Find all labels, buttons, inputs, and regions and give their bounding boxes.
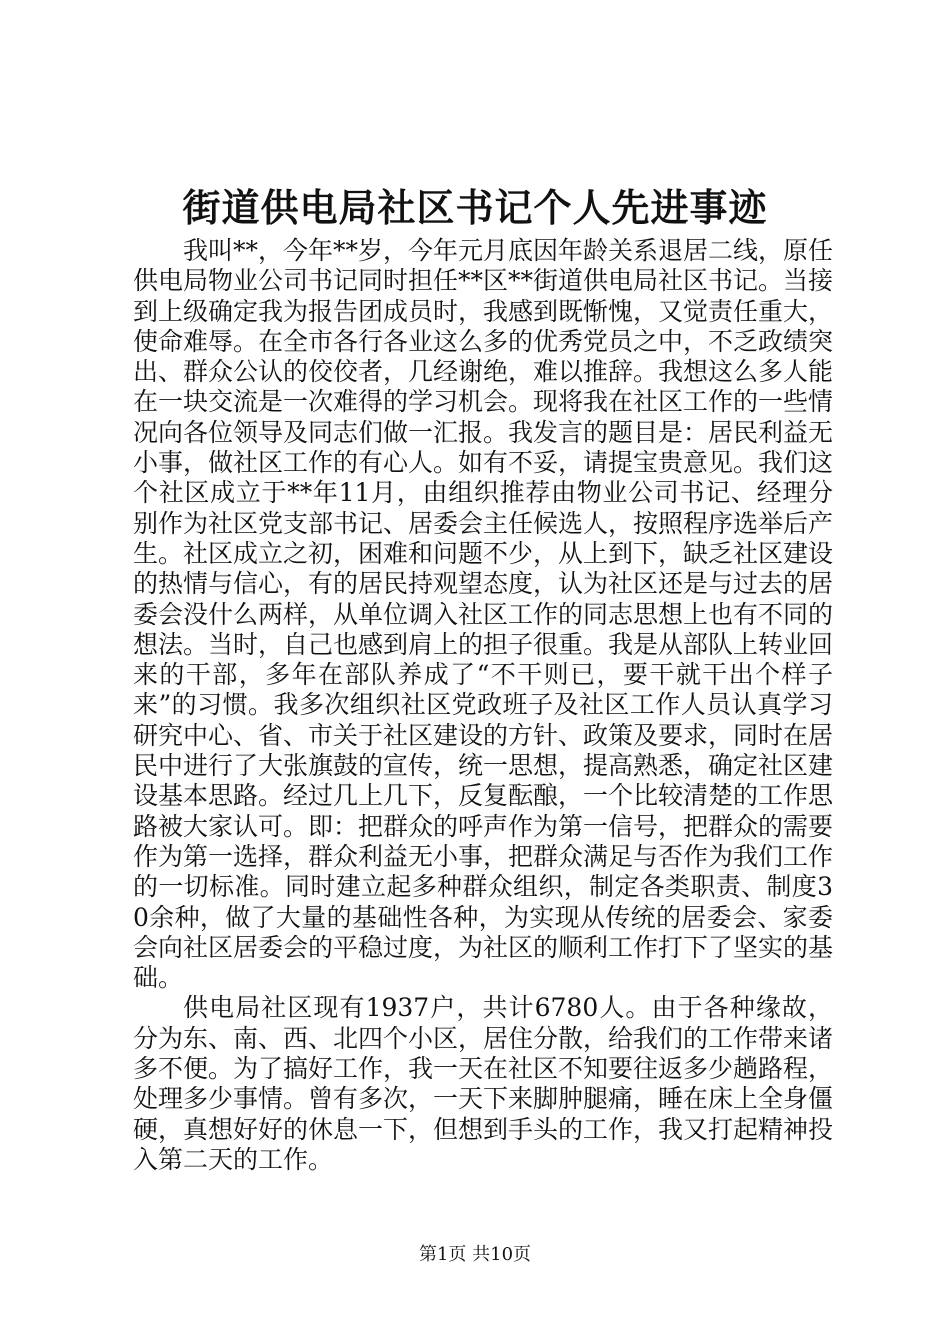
paragraph-1: 我叫**，今年**岁，今年元月底因年龄关系退居二线，原任供电局物业公司书记同时担任**区**街道供电局社区书记。当接到上级确定我为报告团成员时，我感到既惭愧，又觉责任重大，使命难辱。在全市各行各业这么多的优秀党员之中，不乏政绩突出、群众公认的佼佼者，几经谢绝，难以推辞。我想这么多人能在一块交流是一次难得的学习机会。现将我在社区工作的一些情况向各位领导及同志们做一汇报。我发言的题目是：居民利益无小事，做社区工作的有心人。如有不妥，请提宝贵意见。我们这个社区成立于**年11月，由组织推荐由物业公司书记、经理分别作为社区党支部书记、居委会主任候选人，按照程序选举后产生。社区成立之初，困难和问题不少，从上到下，缺乏社区建设的热情与信心，有的居民持观望态度，认为社区还是与过去的居委会没什么两样，从单位调入社区工作的同志思想上也有不同的想法。当时，自己也感到肩上的担子很重。我是从部队上转业回来的干部，多年在部队养成了“不干则已，要干就干出个样子来”的习惯。我多次组织社区党政班子及社区工作人员认真学习研究中心、省、市关于社区建设的方针、政策及要求，同时在居民中进行了大张旗鼓的宣传，统一思想，提高熟悉，确定社区建设基本思路。经过几上几下，反复酝酿，一个比较清楚的工作思路被大家认可。即：把群众的呼声作为第一信号，把群众的需要作为第一选择，群众利益无小事，把群众满足与否作为我们工作的一切标准。同时建立起多种群众组织，制定各类职责、制度30余种，做了大量的基础性各种，为实现从传统的居委会、家委会向社区居委会的平稳过度，为社区的顺利工作打下了坚实的基础。	[133, 236, 834, 993]
page-number-footer: 第1页 共10页	[418, 1244, 532, 1265]
document-title: 街道供电局社区书记个人先进事迹	[182, 185, 768, 230]
document-body	[133, 236, 833, 1175]
paragraph-2: 供电局社区现有1937户，共计6780人。由于各种缘故，分为东、南、西、北四个小区，居住分散，给我们的工作带来诸多不便。为了搞好工作，我一天在社区不知要往返多少趟路程，处理多少事情。曾有多次，一天下来脚肿腿痛，睡在床上全身僵硬，真想好好的休息一下，但想到手头的工作，我又打起精神投入第二天的工作。	[133, 993, 834, 1174]
